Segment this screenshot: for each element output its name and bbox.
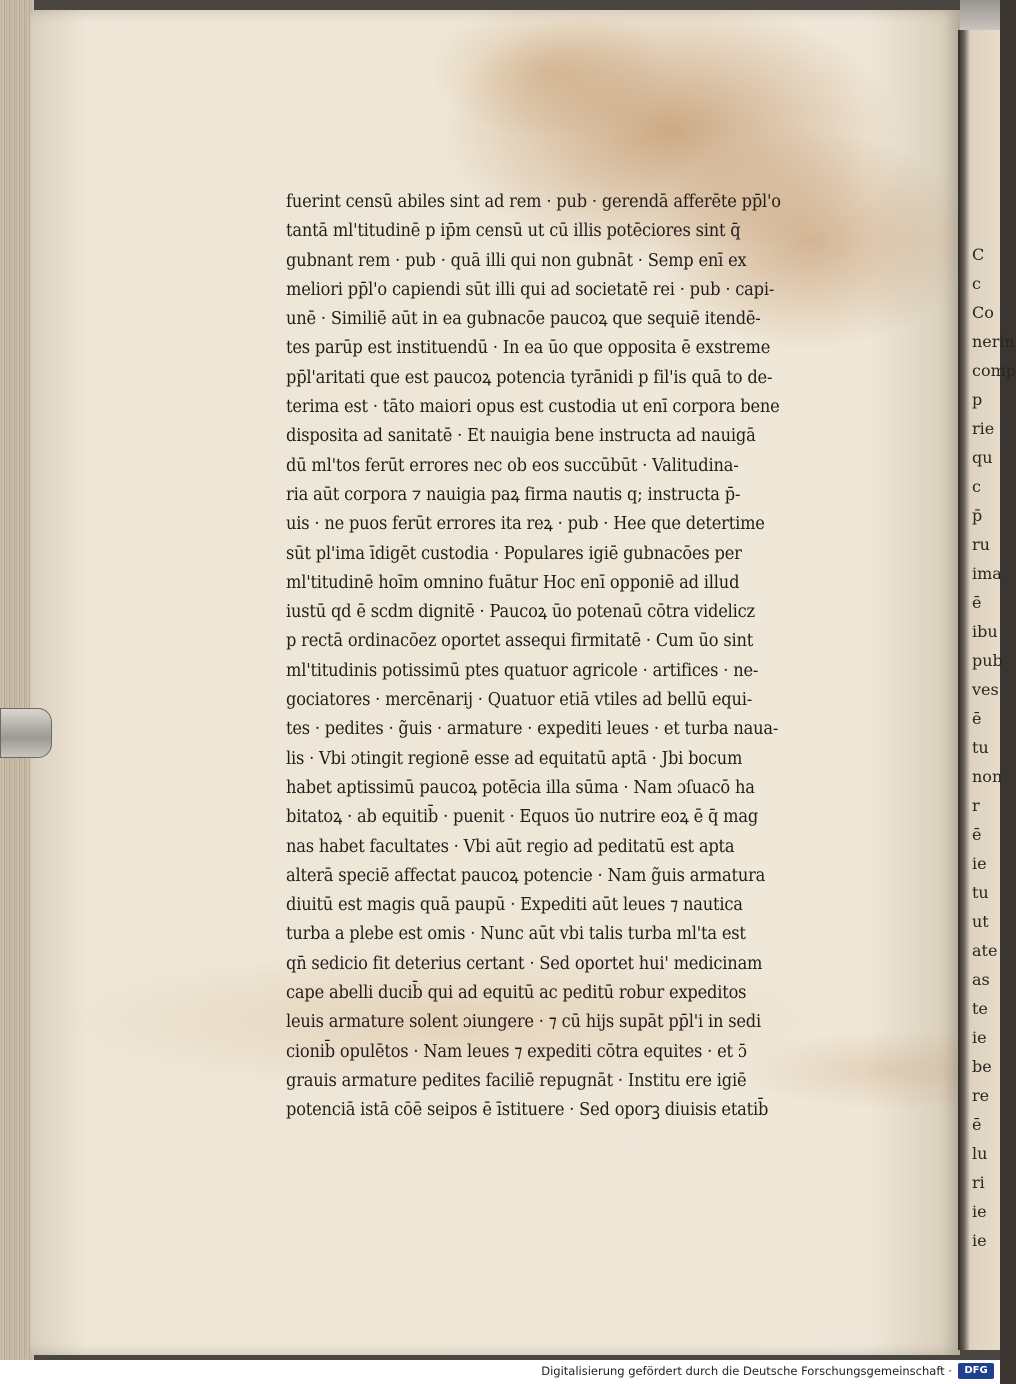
margin-fragment: nerin <box>972 332 1015 351</box>
text-line: gociatores · mercēnarij · Quatuor etiā vtiles ad bellū equi- <box>286 690 753 711</box>
margin-fragment: ut <box>972 912 989 931</box>
margin-fragment: comp <box>972 361 1016 380</box>
text-line: cape abelli ducib̄ qui ad equitū ac peditū robur expeditos <box>286 983 747 1004</box>
text-line: lis · Vbi ɔtingit regionē esse ad equitatū aptā · Jbi bocum <box>286 748 743 769</box>
text-line: sūt pl'ima īdigēt custodia · Populares igiē gubnacōes per <box>286 543 742 564</box>
margin-fragment: ate <box>972 941 998 960</box>
margin-fragment: pub <box>972 651 1003 670</box>
text-line: nas habet facultates · Vbi aūt regio ad peditatū est apta <box>286 836 735 857</box>
text-line: habet aptissimū paucoꝝ potēcia illa sūma · Nam ɔſuacō ha <box>286 777 755 798</box>
text-line: disposita ad sanitatē · Et nauigia bene instructa ad nauigā <box>286 426 756 447</box>
margin-fragment: be <box>972 1057 992 1076</box>
text-line: uis · ne puos ferūt errores ita reꝝ · pub · Hee que detertime <box>286 514 765 535</box>
page-text <box>286 188 886 1126</box>
margin-fragment: ves <box>972 680 999 699</box>
text-line: dū ml'tos ferūt errores nec ob eos succūbūt · Valitudina- <box>286 455 739 476</box>
margin-fragment: ē <box>972 825 982 844</box>
text-line: fuerint censū abiles sint ad rem · pub · gerendā afferēte pp̄l'o <box>286 192 781 212</box>
margin-fragment: tu <box>972 738 989 757</box>
text-line: bitatoꝝ · ab equitib̄ · puenit · Equos ūo nutrire eoꝝ ē q̄ mag <box>286 807 759 828</box>
margin-fragment: p̄ <box>972 506 983 525</box>
margin-fragment: ru <box>972 535 990 554</box>
margin-fragment: c <box>972 477 981 496</box>
margin-fragment: rie <box>972 419 995 438</box>
margin-fragment: ie <box>972 1028 987 1047</box>
margin-fragment: Co <box>972 303 994 322</box>
text-line: terima est · tāto maiori opus est custodia ut enī corpora bene <box>286 397 780 418</box>
margin-fragment: ri <box>972 1173 985 1192</box>
text-line: pp̄l'aritati que est paucoꝝ potencia tyrānidi p fil'is quā to de- <box>286 367 773 388</box>
text-line: ml'titudinis potissimū ptes quatuor agricole · artifices · ne- <box>286 660 759 681</box>
text-line: tantā ml'titudinē p ip̄m censū ut cū illis potēciores sint q̄ <box>286 221 741 242</box>
margin-fragment: qu <box>972 448 993 467</box>
text-line: potenciā istā cōē seipos ē īstituere · Sed oporꝫ diuisis etatib̄ <box>286 1100 769 1121</box>
margin-fragment: as <box>972 970 990 989</box>
book-clip <box>0 708 52 758</box>
margin-fragment: tu <box>972 883 989 902</box>
text-line: iustū qd ē scdm dignitē · Paucoꝝ ūo potenaū cōtra videlicz <box>286 602 755 623</box>
book-left-edges <box>0 0 34 1360</box>
dfg-logo: DFG <box>958 1363 994 1379</box>
margin-fragment: r <box>972 796 980 815</box>
text-line: gubnant rem · pub · quā illi qui non gubnāt · Semp enī ex <box>286 250 747 271</box>
text-line: tes parūp est instituendū · In ea ūo que opposita ē exstreme <box>286 338 771 359</box>
margin-fragment: ie <box>972 854 987 873</box>
margin-fragment: ē <box>972 593 982 612</box>
margin-fragment: ie <box>972 1231 987 1250</box>
footer-bar <box>0 1360 1000 1384</box>
text-line: leuis armature solent ɔiungere · ⁊ cū hijs supāt pp̄l'i in sedi <box>286 1012 761 1033</box>
margin-fragment: C <box>972 245 985 264</box>
margin-fragment: ē <box>972 709 982 728</box>
margin-fragment: te <box>972 999 988 1018</box>
text-line: p rectā ordinacōez oportet assequi firmitatē · Cum ūo sint <box>286 631 754 652</box>
text-line: grauis armature pedites faciliē repugnāt · Institu ere igiē <box>286 1070 747 1091</box>
margin-fragment: ē <box>972 1115 982 1134</box>
text-line: meliori pp̄l'o capiendi sūt illi qui ad societatē rei · pub · capi- <box>286 279 775 300</box>
margin-fragment: ima <box>972 564 1002 583</box>
text-line: ria aūt corpora ⁊ nauigia paꝝ firma nautis q; instructa p̄- <box>286 484 741 505</box>
next-page-text-fragments <box>972 240 1016 1255</box>
margin-fragment: ibu <box>972 622 998 641</box>
text-line: ml'titudinē hoīm omnino fuātur Hoc enī opponiē ad illud <box>286 572 740 593</box>
text-line: diuitū est magis quā paupū · Expediti aūt leues ⁊ nautica <box>286 895 743 916</box>
text-line: tes · pedites · g̃uis · armature · expediti leues · et turba naua- <box>286 719 779 740</box>
text-line: unē · Similiē aūt in ea gubnacōe paucoꝝ que sequiē itendē- <box>286 309 761 330</box>
text-line: turba a plebe est omis · Nunc aūt vbi talis turba ml'ta est <box>286 924 746 945</box>
scan-top-corner <box>960 0 1000 30</box>
margin-fragment: ie <box>972 1202 987 1221</box>
margin-fragment: c <box>972 274 981 293</box>
text-line: qn̄ sedicio fit deterius certant · Sed oportet hui' medicinam <box>286 953 763 974</box>
margin-fragment: re <box>972 1086 990 1105</box>
text-line: alterā speciē affectat paucoꝝ potencie · Nam g̃uis armatura <box>286 865 766 886</box>
margin-fragment: p <box>972 390 983 409</box>
text-line: cionib̄ opulētos · Nam leues ⁊ expediti cōtra equites · et ɔ̄ <box>286 1041 747 1062</box>
margin-fragment: lu <box>972 1144 988 1163</box>
margin-fragment: non <box>972 767 1003 786</box>
footer-credit: Digitalisierung gefördert durch die Deutsche Forschungsgemeinschaft · <box>541 1364 952 1378</box>
